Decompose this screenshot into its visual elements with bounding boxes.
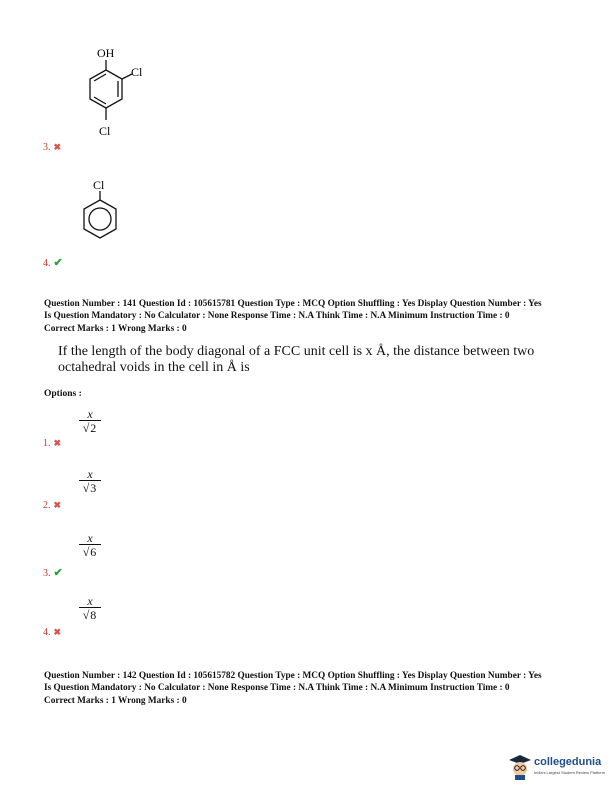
option-4-label [43, 627, 61, 638]
wrong-icon: ✖ [53, 142, 62, 152]
logo-name: collegedunia [534, 756, 602, 768]
option-4-structure [78, 178, 138, 250]
meta-line: Correct Marks : 1 Wrong Marks : 0 [44, 696, 187, 706]
check-icon: ✔ [53, 567, 63, 579]
option-number: 4. [43, 258, 51, 269]
option-3-fraction[interactable] [78, 531, 102, 559]
radicand: 6 [90, 545, 97, 559]
fraction-denominator: √3 [82, 481, 97, 495]
meta-line: Is Question Mandatory : No Calculator : None Response Time : N.A Think Time : N.A Minimum Instruction Time : 0 [44, 311, 510, 321]
question-141-meta [44, 298, 584, 335]
meta-line: Question Number : 142 Question Id : 105615782 Question Type : MCQ Option Shuffling : Yes Display Question Number : Yes [44, 671, 542, 681]
option-3-label [43, 142, 61, 153]
meta-line: Is Question Mandatory : No Calculator : None Response Time : N.A Think Time : N.A Minimum Instruction Time : 0 [44, 683, 510, 693]
option-4-fraction[interactable] [78, 594, 102, 622]
option-2-label [43, 500, 61, 511]
cl-top-label: Cl [131, 65, 143, 79]
wrong-icon: ✖ [53, 500, 62, 510]
dichlorophenol-structure [78, 44, 158, 146]
oh-label: OH [97, 46, 115, 60]
question-142-meta [44, 670, 584, 707]
check-icon: ✔ [53, 257, 63, 269]
option-number: 2. [43, 500, 51, 511]
question-text-line: If the length of the body diagonal of a FCC unit cell is x Å, the distance between two [58, 344, 535, 359]
fraction-numerator: x [87, 467, 93, 481]
cl-bottom-label: Cl [99, 124, 111, 138]
radicand: 8 [90, 608, 97, 622]
cl-label: Cl [93, 178, 105, 192]
fraction-numerator: x [87, 531, 93, 545]
logo-tagline: India's Largest Student Review Platform [534, 770, 606, 775]
option-1-label [43, 438, 61, 449]
fraction-numerator: x [87, 407, 93, 421]
option-number: 3. [43, 142, 51, 153]
option-number: 3. [43, 568, 51, 579]
fraction-denominator: √2 [82, 421, 97, 435]
question-141-text [58, 344, 558, 376]
option-4-label [43, 256, 63, 269]
fraction-denominator: √6 [82, 545, 97, 559]
fraction-numerator: x [87, 594, 93, 608]
option-3-structure [78, 44, 158, 146]
wrong-icon: ✖ [53, 438, 62, 448]
options-label: Options : [44, 389, 82, 399]
collegedunia-logo[interactable] [508, 752, 608, 786]
option-3-label [43, 566, 63, 579]
meta-line: Question Number : 141 Question Id : 105615781 Question Type : MCQ Option Shuffling : Yes Display Question Number : Yes [44, 299, 542, 309]
option-2-fraction[interactable] [78, 467, 102, 495]
option-number: 4. [43, 627, 51, 638]
radicand: 3 [90, 481, 97, 495]
chlorobenzene-structure [78, 178, 138, 250]
option-1-fraction[interactable] [78, 407, 102, 435]
radicand: 2 [90, 421, 97, 435]
wrong-icon: ✖ [53, 627, 62, 637]
option-number: 1. [43, 438, 51, 449]
meta-line: Correct Marks : 1 Wrong Marks : 0 [44, 324, 187, 334]
fraction-denominator: √8 [82, 608, 97, 622]
student-mascot-icon [508, 754, 532, 780]
question-text-line: octahedral voids in the cell in Å is [58, 360, 250, 375]
